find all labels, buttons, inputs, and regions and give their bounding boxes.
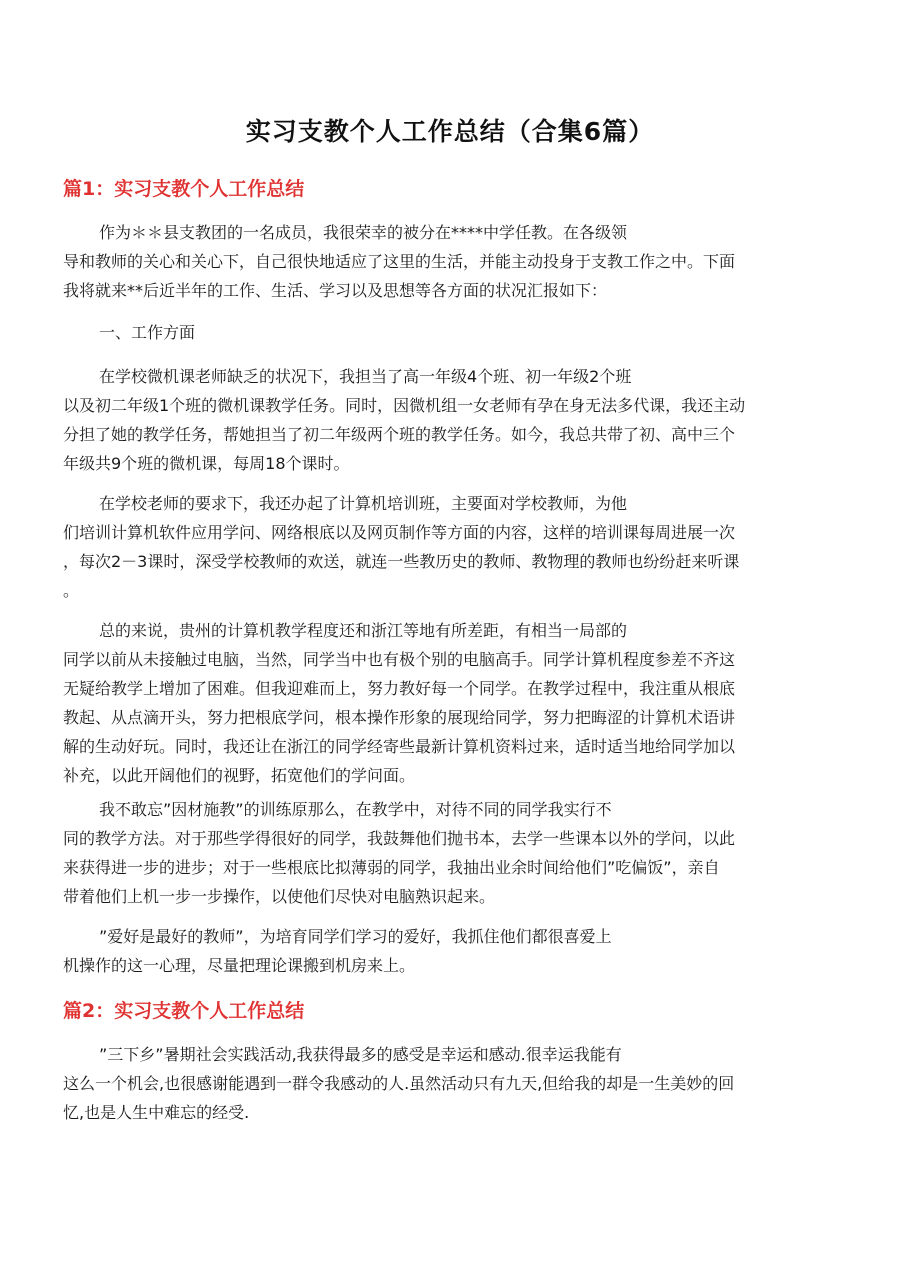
text-line: 解的生动好玩。同时，我还让在浙江的同学经寄些最新计算机资料过来，适时适当地给同学加以 (63, 737, 736, 756)
text-line: 总的来说，贵州的计算机教学程度还和浙江等地有所差距，有相当一局部的 (99, 621, 628, 640)
text-line: 补充，以此开阔他们的视野，拓宽他们的学问面。 (63, 766, 416, 785)
text-line: 来获得进一步的进步；对于一些根底比拟薄弱的同学，我抽出业余时间给他们”吃偏饭”，亲自 (63, 858, 720, 877)
text-line: 们培训计算机软件应用学问、网络根底以及网页制作等方面的内容，这样的培训课每周进展一次 (63, 523, 736, 542)
text-line: 作为＊＊县支教团的一名成员，我很荣幸的被分在****中学任教。在各级领 (99, 223, 628, 242)
text-line: 分担了她的教学任务，帮她担当了初二年级两个班的教学任务。如今，我总共带了初、高中三个 (63, 425, 736, 444)
text-line: 带着他们上机一步一步操作，以使他们尽快对电脑熟识起来。 (63, 887, 496, 906)
text-line: 年级共9个班的微机课，每周18个课时。 (63, 454, 350, 473)
section-heading-1: 篇1：实习支教个人工作总结 (63, 178, 305, 200)
text-line: 在学校微机课老师缺乏的状况下，我担当了高一年级4个班、初一年级2个班 (99, 367, 632, 386)
text-line: 同的教学方法。对于那些学得很好的同学，我鼓舞他们抛书本，去学一些课本以外的学问，以此 (63, 829, 736, 848)
paragraph (63, 616, 838, 790)
text-line: ，每次2－3课时，深受学校教师的欢送，就连一些教历史的教师、教物理的教师也纷纷赶来听课 (63, 552, 740, 571)
paragraph (63, 218, 838, 305)
paragraph (63, 1040, 838, 1127)
text-line: 无疑给教学上增加了困难。但我迎难而上，努力教好每一个同学。在教学过程中，我注重从根底 (63, 679, 736, 698)
text-line: ”爱好是最好的教师”，为培育同学们学习的爱好，我抓住他们都很喜爱上 (99, 927, 612, 946)
text-line: 机操作的这一心理，尽量把理论课搬到机房来上。 (63, 956, 416, 975)
text-line: 这么一个机会,也很感谢能遇到一群令我感动的人.虽然活动只有九天,但给我的却是一生美妙的回 (63, 1074, 735, 1093)
section-heading-2: 篇2：实习支教个人工作总结 (63, 1000, 305, 1022)
paragraph (63, 489, 838, 605)
text-line: 我不敢忘”因材施教”的训练原那么，在教学中，对待不同的同学我实行不 (99, 800, 612, 819)
text-line: 一、工作方面 (99, 323, 196, 342)
text-line: 以及初二年级1个班的微机课教学任务。同时，因微机组一女老师有孕在身无法多代课，我还主动 (63, 396, 746, 415)
text-line: 导和教师的关心和关心下，自己很快地适应了这里的生活，并能主动投身于支教工作之中。下面 (63, 252, 736, 271)
text-line: 同学以前从未接触过电脑，当然，同学当中也有极个别的电脑高手。同学计算机程度参差不齐这 (63, 650, 736, 669)
text-line: ”三下乡”暑期社会实践活动,我获得最多的感受是幸运和感动.很幸运我能有 (99, 1045, 622, 1064)
text-line: 教起、从点滴开头，努力把根底学问，根本操作形象的展现给同学，努力把晦涩的计算机术语讲 (63, 708, 736, 727)
document-title: 实习支教个人工作总结（合集6篇） (245, 117, 655, 146)
paragraph (63, 795, 838, 911)
text-line: 忆,也是人生中难忘的经受. (63, 1103, 250, 1122)
text-line: 在学校老师的要求下，我还办起了计算机培训班，主要面对学校教师，为他 (99, 494, 628, 513)
paragraph (63, 362, 838, 478)
subheading (63, 318, 838, 347)
text-line: 我将就来**后近半年的工作、生活、学习以及思想等各方面的状况汇报如下： (63, 281, 608, 300)
paragraph (63, 922, 838, 980)
text-line: 。 (63, 581, 80, 600)
